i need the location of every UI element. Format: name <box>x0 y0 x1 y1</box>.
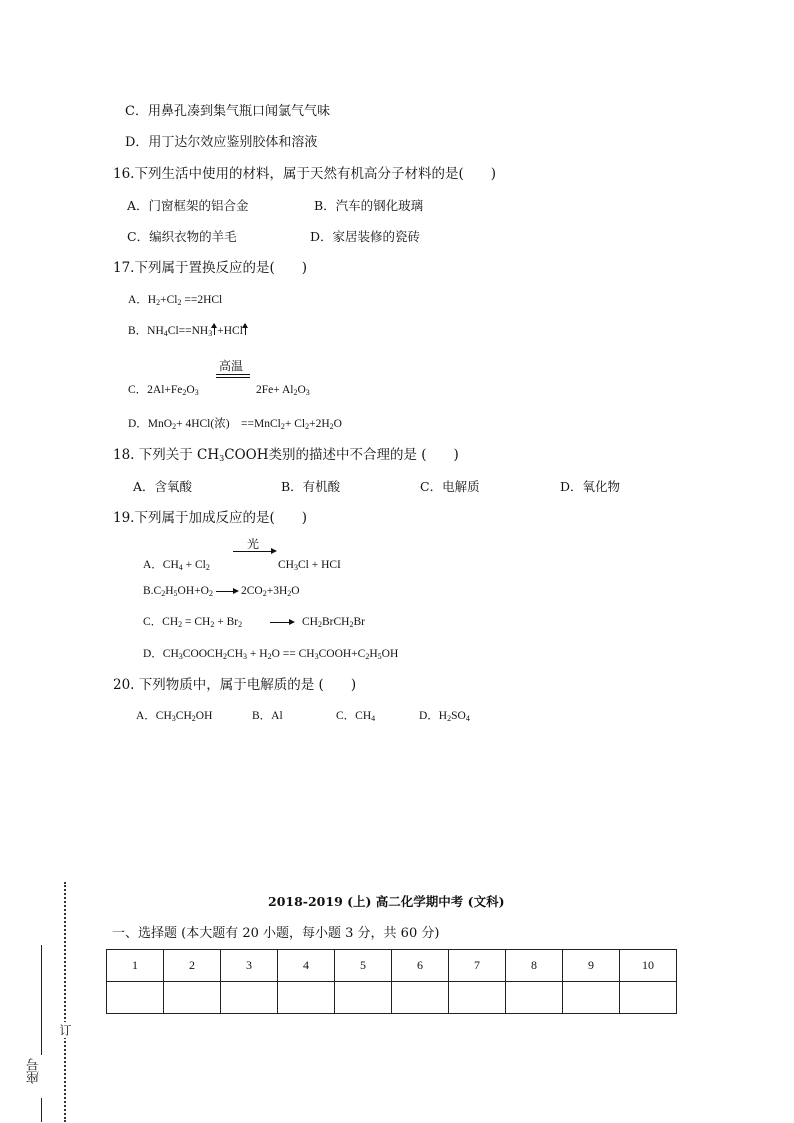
q19-option-a: A．$CH_4 + Cl_2$ <box>143 559 210 572</box>
arrow-head-icon <box>289 619 295 625</box>
q18-stem: 18. 下列关于 $CH_3COOH$类别的描述中不合理的是 ( ) <box>113 447 459 463</box>
answer-cell[interactable] <box>620 982 677 1014</box>
q19-option-b: $B.C_2H_5OH+O_2$ <box>143 585 213 598</box>
q20-option-c: C．$CH_4$ <box>336 710 376 723</box>
q15-option-d: D．用丁达尔效应鉴别胶体和溶液 <box>125 135 318 150</box>
answer-cell[interactable] <box>506 982 563 1014</box>
q17-stem: 17.下列属于置换反应的是( ) <box>113 260 308 276</box>
q17-option-d: D．MnO$_2$+ 4HCl(浓) ==MnCl$_2$+ $Cl_2+2H_2O$ <box>128 418 342 431</box>
q19-c-arrow <box>270 622 290 623</box>
answer-col-2: 2 <box>164 950 221 982</box>
answer-table <box>106 949 677 1014</box>
q18-option-d: D．氧化物 <box>560 479 621 494</box>
q18-option-a: A．含氧酸 <box>133 479 193 494</box>
q16-option-b: B．汽车的钢化玻璃 <box>314 198 424 213</box>
answer-table-header-row <box>107 950 677 982</box>
q20-option-d: D．$H_2SO_4$ <box>419 710 470 723</box>
answer-cell[interactable] <box>278 982 335 1014</box>
answer-cell[interactable] <box>221 982 278 1014</box>
answer-cell[interactable] <box>164 982 221 1014</box>
answer-col-9: 9 <box>563 950 620 982</box>
q19-stem: 19.下列属于加成反应的是( ) <box>113 510 308 526</box>
q20-stem: 20. 下列物质中，属于电解质的是 ( ) <box>113 677 357 693</box>
answer-col-4: 4 <box>278 950 335 982</box>
seat-line-lower <box>41 1098 42 1122</box>
binding-ding-label: 订 <box>58 1024 72 1036</box>
answer-col-7: 7 <box>449 950 506 982</box>
seat-line <box>41 945 42 1055</box>
q19-option-c-products: $CH_2BrCH_2Br$ <box>302 616 365 629</box>
q18-option-c: C．电解质 <box>420 479 480 494</box>
answer-cell[interactable] <box>335 982 392 1014</box>
q16-option-a: A．门窗框架的铝合金 <box>127 198 249 213</box>
q20-option-b: B．Al <box>252 710 283 722</box>
answer-col-5: 5 <box>335 950 392 982</box>
answer-col-6: 6 <box>392 950 449 982</box>
q19-option-d: D．$CH_3COOCH_2CH_3 + H_2O$ == $CH_3COOH+C_2H_5OH$ <box>143 648 399 661</box>
q17-c-condition-line <box>216 374 250 375</box>
q17-option-c-products: $2Fe+ Al_2O_3$ <box>256 384 310 397</box>
gas-arrow-icon <box>214 324 215 335</box>
q19-a-condition: 光 <box>247 537 260 551</box>
answer-col-3: 3 <box>221 950 278 982</box>
q16-option-c: C．编织衣物的羊毛 <box>127 229 237 244</box>
q17-c-condition-line <box>216 377 250 378</box>
q17-c-condition: 高温 <box>219 359 244 373</box>
q17-option-c: C．$2Al+Fe_2O_3$ <box>128 384 199 397</box>
answer-col-10: 10 <box>620 950 677 982</box>
binding-dotted-line <box>64 882 66 1122</box>
answer-col-1: 1 <box>107 950 164 982</box>
q20-option-a: A．$CH_3CH_2OH$ <box>136 710 213 723</box>
q16-stem: 16.下列生活中使用的材料，属于天然有机高分子材料的是( ) <box>113 166 497 182</box>
answer-cell[interactable] <box>449 982 506 1014</box>
answer-table-blank-row <box>107 982 677 1014</box>
seat-number-label: 座号 <box>27 1058 42 1084</box>
q17-option-b: B．$NH_4Cl==NH_3 +HCl$ <box>128 322 248 340</box>
answer-sheet-title: 2018-2019 (上) 高二化学期中考 (文科) <box>268 894 505 909</box>
q19-option-a-products: $CH_3Cl$ + HCI <box>278 559 341 572</box>
q16-option-d: D．家居装修的瓷砖 <box>310 229 421 244</box>
arrow-head-icon <box>233 588 239 594</box>
answer-sheet-section: 一、选择题 (本大题有 20 小题，每小题 3 分，共 60 分) <box>112 926 440 941</box>
q19-a-arrow <box>233 551 273 552</box>
arrow-head-icon <box>271 548 277 554</box>
answer-cell[interactable] <box>563 982 620 1014</box>
answer-col-8: 8 <box>506 950 563 982</box>
q19-b-arrow <box>216 591 234 592</box>
answer-cell[interactable] <box>107 982 164 1014</box>
gas-arrow-icon <box>245 324 246 335</box>
answer-cell[interactable] <box>392 982 449 1014</box>
q19-option-b-products: $2CO_2+3H_2O$ <box>241 585 300 598</box>
q17-option-a: A．$H_2+Cl_2 ==2HCl$ <box>128 294 223 307</box>
q15-option-c: C．用鼻孔凑到集气瓶口闻氯气气味 <box>125 104 330 119</box>
q19-option-c: C．$CH_2 = CH_2 + Br_2$ <box>143 616 243 629</box>
q18-option-b: B．有机酸 <box>281 479 341 494</box>
